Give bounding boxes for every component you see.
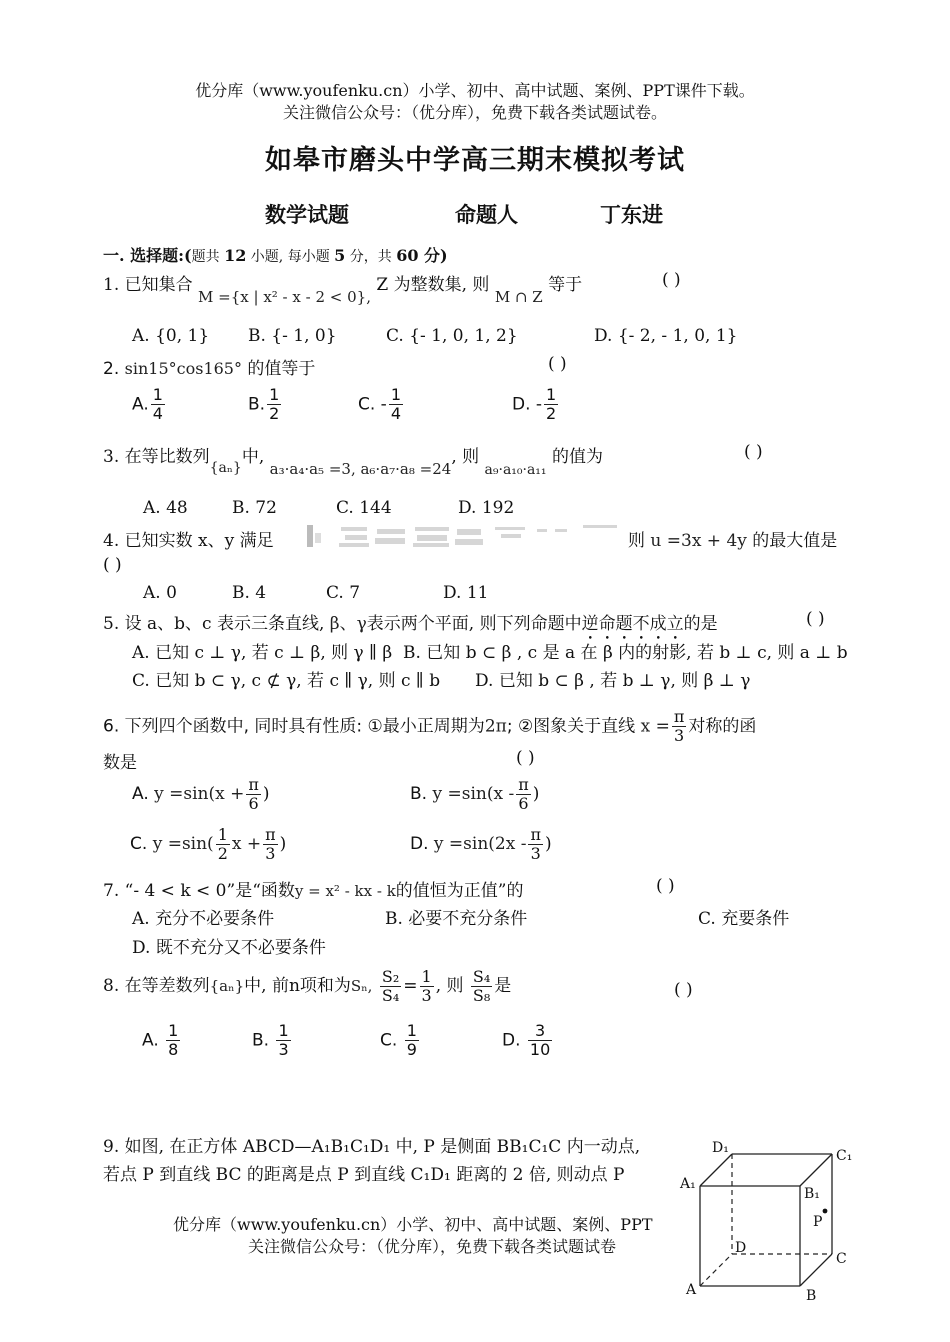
constraint-system-image xyxy=(305,521,625,551)
q7-option-a: A. 充分不必要条件 xyxy=(132,909,275,929)
q1-answer-paren: ( ) xyxy=(662,270,681,290)
label-c1: C₁ xyxy=(836,1148,853,1164)
question-9-line-1: 9. 如图, 在正方体 ABCD—A₁B₁C₁D₁ 中, P 是侧面 BB₁C₁C 内一动点, xyxy=(103,1137,641,1157)
question-4: 4. 已知实数 x、y 满足 xyxy=(103,531,274,551)
q4-option-b: B. 4 xyxy=(232,583,267,603)
question-1: 1. 已知集合 M ={x | x² - x - 2 < 0}, Z 为整数集, 则 M ∩ Z 等于 xyxy=(103,275,583,306)
q7-option-c: C. 充要条件 xyxy=(698,909,790,929)
question-4-tail: 则 u =3x + 4y 的最大值是 xyxy=(628,531,838,551)
label-d1: D₁ xyxy=(712,1140,729,1156)
q4-option-a: A. 0 xyxy=(143,583,177,603)
section-heading: 一. 选择题:(题共 12 小题, 每小题 5 分，共 60 分) xyxy=(103,246,448,265)
q3-option-a: A. 48 xyxy=(143,498,188,518)
q5-option-b: B. 已知 b ⊂ β , c 是 a 在 β 内的射影, 若 b ⊥ c, 则 a ⊥ b xyxy=(403,643,848,663)
label-a: A xyxy=(686,1282,697,1298)
q8-option-d: D. $\frac{3}{10}$ xyxy=(502,1021,551,1059)
q3-answer-paren: ( ) xyxy=(744,442,763,462)
question-6: 6. 下列四个函数中, 同时具有性质: ①最小正周期为2π; ②图象关于直线 x = $\frac{\pi}{3}$ 对称的函 xyxy=(103,707,757,745)
question-3: 3. 在等比数列$_{\{a_n\}}$中, a₃·a₄·a₅ =3, a₆·a₇·a₈ =24, 则 $_{a_9\cdot a_{10}\cdot a_{11}}$ 的值为 xyxy=(103,447,603,478)
q8-answer-paren: ( ) xyxy=(674,980,693,1000)
question-7: 7. “- 4 < k < 0”是“函数y = x² - kx - k的值恒为正值”的 xyxy=(103,881,524,901)
cube-diagram xyxy=(670,1136,860,1306)
label-a1: A₁ xyxy=(680,1176,696,1192)
q4-answer-paren: ( ) xyxy=(103,555,122,575)
label-b1: B₁ xyxy=(804,1186,820,1202)
label-d: D xyxy=(735,1240,747,1256)
q1-option-a: A. {0, 1} xyxy=(132,326,210,346)
q2-option-d: D. - $\frac{1}{2}$ xyxy=(512,385,557,423)
q3-option-c: C. 144 xyxy=(336,498,392,518)
q6-option-d: D. y =sin(2x - $\frac{\pi}{3}$ ) xyxy=(410,825,552,863)
q8-option-a: A. $\frac{1}{8}$ xyxy=(142,1021,179,1059)
q5-answer-paren: ( ) xyxy=(806,609,825,629)
author-label: 命题人 xyxy=(455,203,518,227)
q5-option-d: D. 已知 b ⊂ β , 若 b ⊥ γ, 则 β ⊥ γ xyxy=(475,671,751,691)
q1-option-c: C. {- 1, 0, 1, 2} xyxy=(386,326,518,346)
question-6-line-2: 数是 xyxy=(103,753,137,773)
label-b: B xyxy=(806,1288,817,1304)
question-9-line-2: 若点 P 到直线 BC 的距离是点 P 到直线 C₁D₁ 距离的 2 倍, 则动点 P xyxy=(103,1165,625,1185)
q2-option-b: B. $\frac{1}{2}$ xyxy=(248,385,280,423)
question-8: 8. 在等差数列{aₙ}中, 前n项和为Sₙ, $\frac{\text{S₂}}{\text{S₄}}$ = $\frac{1}{3}$ , 则 $\frac{\text{S₄}}{\text{S₈}}$ 是 xyxy=(103,967,512,1005)
q7-option-d: D. 既不充分又不必要条件 xyxy=(132,938,326,958)
q2-option-a: A. $\frac{1}{4}$ xyxy=(132,385,163,423)
q8-option-c: C. $\frac{1}{9}$ xyxy=(380,1021,417,1059)
q1-option-b: B. {- 1, 0} xyxy=(248,326,337,346)
q6-option-a: A. y =sin(x + $\frac{\pi}{6}$ ) xyxy=(132,775,270,813)
subject-label: 数学试题 xyxy=(265,203,349,227)
author-name: 丁东进 xyxy=(600,203,663,227)
q3-option-d: D. 192 xyxy=(458,498,515,518)
point-p-dot xyxy=(823,1209,828,1214)
q6-option-c: C. y =sin( $\frac{1}{2}$ x + $\frac{\pi}{3}$ ) xyxy=(130,825,287,863)
q6-answer-paren: ( ) xyxy=(516,748,535,768)
footer-line-2: 关注微信公众号：（优分库），免费下载各类试题试卷 xyxy=(248,1237,617,1256)
q4-option-d: D. 11 xyxy=(443,583,489,603)
header-line-1: 优分库（www.youfenku.cn）小学、初中、高中试题、案例、PPT课件下载。 xyxy=(195,81,755,100)
label-c: C xyxy=(836,1251,847,1267)
footer-line-1: 优分库（www.youfenku.cn）小学、初中、高中试题、案例、PPT xyxy=(173,1215,653,1234)
label-p: P xyxy=(813,1214,823,1230)
q7-option-b: B. 必要不充分条件 xyxy=(385,909,528,929)
q8-option-b: B. $\frac{1}{3}$ xyxy=(252,1021,289,1059)
q5-option-a: A. 已知 c ⊥ γ, 若 c ⊥ β, 则 γ ∥ β xyxy=(132,643,393,663)
header-line-2: 关注微信公众号：（优分库），免费下载各类试题试卷。 xyxy=(282,103,667,122)
q6-option-b: B. y =sin(x - $\frac{\pi}{6}$ ) xyxy=(410,775,540,813)
exam-title: 如皋市磨头中学高三期末模拟考试 xyxy=(265,145,685,176)
question-5: 5. 设 a、b、c 表示三条直线, β、γ表示两个平面, 则下列命题中逆命题不成立的是 xyxy=(103,614,718,634)
q1-option-d: D. {- 2, - 1, 0, 1} xyxy=(594,326,738,346)
q2-answer-paren: ( ) xyxy=(548,354,567,374)
q2-option-c: C. - $\frac{1}{4}$ xyxy=(358,385,401,423)
q7-answer-paren: ( ) xyxy=(656,876,675,896)
question-2: 2. sin15°cos165° 的值等于 xyxy=(103,359,316,379)
q5-option-c: C. 已知 b ⊂ γ, c ⊄ γ, 若 c ∥ γ, 则 c ∥ b xyxy=(132,671,441,691)
q4-option-c: C. 7 xyxy=(326,583,361,603)
q3-option-b: B. 72 xyxy=(232,498,277,518)
